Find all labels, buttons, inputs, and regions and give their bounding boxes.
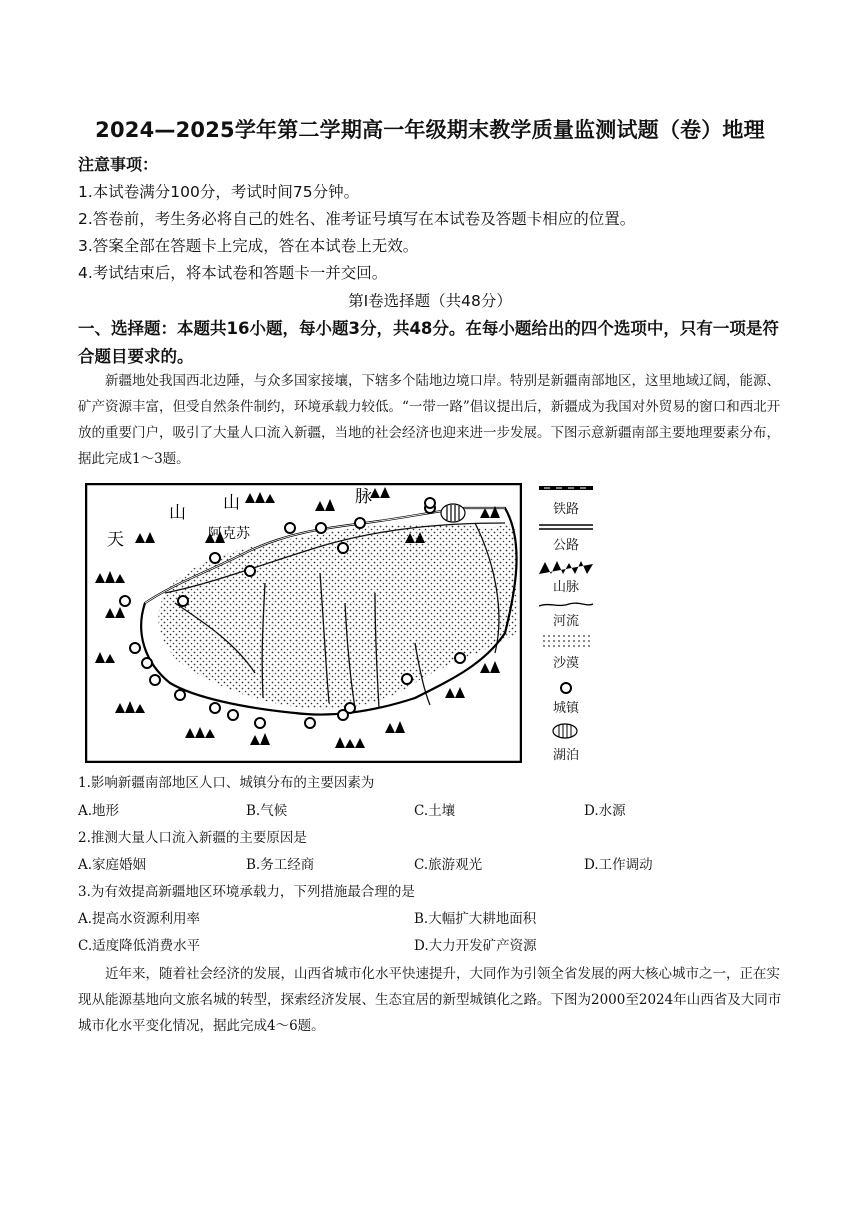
town-marker: [228, 710, 238, 720]
desert-symbol: [542, 634, 590, 650]
option[interactable]: A.提高水资源利用率: [78, 911, 201, 927]
notice-heading: 注意事项：: [78, 155, 159, 174]
option[interactable]: D.水源: [584, 803, 626, 819]
legend-label: 城镇: [552, 701, 579, 716]
town-marker: [285, 523, 295, 533]
map-label-tian: 天: [107, 530, 124, 550]
xinjiang-map: [85, 483, 522, 763]
town-marker: [150, 675, 160, 685]
town-marker: [255, 718, 265, 728]
town-marker: [316, 523, 326, 533]
town-marker: [178, 596, 188, 606]
legend-label: 铁路: [552, 502, 579, 517]
town-marker: [338, 543, 348, 553]
town-marker: [210, 703, 220, 713]
town-marker: [402, 674, 412, 684]
map-label-shan: 山: [169, 503, 186, 523]
mountain-symbol: [539, 560, 593, 574]
river-symbol: [539, 600, 593, 610]
lake: [441, 504, 465, 522]
notice-item: 2.答卷前，考生务必将自己的姓名、准考证号填写在本试卷及答题卡相应的位置。: [78, 210, 636, 228]
option[interactable]: B.气候: [246, 803, 288, 819]
part-heading: 一、选择题：本题共16小题，每小题3分，共48分。在每小题给出的四个选项中，只有一项是符合题目要求的。: [78, 319, 779, 366]
legend-label: 河流: [552, 614, 579, 629]
section-title: 第Ⅰ卷选择题（共48分）: [348, 292, 512, 310]
town-marker: [425, 498, 435, 508]
road-symbol: [539, 522, 593, 532]
question-3-stem: 3.为有效提高新疆地区环境承载力，下列措施最合理的是: [78, 884, 415, 900]
option[interactable]: A.地形: [78, 803, 120, 819]
town-marker: [455, 653, 465, 663]
town-marker: [120, 596, 130, 606]
town-marker: [355, 518, 365, 528]
town-marker: [175, 690, 185, 700]
notice-item: 1.本试卷满分100分，考试时间75分钟。: [78, 183, 360, 201]
passage-1: 新疆地处我国西北边陲，与众多国家接壤，下辖多个陆地边境口岸。特别是新疆南部地区，这里地域辽阔，能源、矿产资源丰富，但受自然条件制约，环境承载力较低。“一带一路”倡议提出后，新疆成为我国对外贸易的窗口和西北开放的重要门户，吸引了大量人口流入新疆，当地的社会经济也迎来进一步发展。下图示意新疆南部主要地理要素分布，据此完成1～3题。: [78, 373, 781, 467]
notice-item: 3.答案全部在答题卡上完成，答在本试卷上无效。: [78, 237, 419, 255]
page-title: 2024—2025学年第二学期高一年级期末教学质量监测试题（卷）地理: [95, 118, 765, 142]
lake-symbol: [550, 722, 580, 740]
notice-item: 4.考试结束后，将本试卷和答题卡一并交回。: [78, 264, 388, 282]
town-marker: [142, 658, 152, 668]
passage-2: 近年来，随着社会经济的发展，山西省城市化水平快速提升，大同作为引领全省发展的两大核心城市之一，正在实现从能源基地向文旅名城的转型，探索经济发展、生态宜居的新型城镇化之路。下图为2000至2024年山西省及大同市城市化水平变化情况，据此完成4～6题。: [78, 966, 782, 1034]
town-marker: [210, 553, 220, 563]
option[interactable]: C.适度降低消费水平: [78, 938, 201, 954]
town-marker: [245, 566, 255, 576]
town-marker: [305, 718, 315, 728]
town-marker: [345, 703, 355, 713]
map-label-mai: 脉: [355, 487, 372, 507]
legend-label: 沙漠: [552, 656, 579, 671]
option[interactable]: B.大幅扩大耕地面积: [414, 911, 537, 927]
legend-label: 山脉: [552, 580, 579, 595]
town-symbol: [558, 680, 574, 696]
town-marker: [130, 643, 140, 653]
option[interactable]: B.务工经商: [246, 857, 315, 873]
map-label-aksu: 阿克苏: [208, 526, 250, 542]
option[interactable]: A.家庭婚姻: [78, 857, 147, 873]
option[interactable]: C.旅游观光: [414, 857, 483, 873]
legend-label: 湖泊: [552, 748, 579, 763]
legend-label: 公路: [552, 538, 579, 553]
question-1-stem: 1.影响新疆南部地区人口、城镇分布的主要因素为: [78, 775, 375, 791]
option[interactable]: D.大力开发矿产资源: [414, 938, 537, 954]
map-legend: [536, 484, 596, 764]
question-2-stem: 2.推测大量人口流入新疆的主要原因是: [78, 830, 307, 846]
option[interactable]: C.土壤: [414, 803, 456, 819]
option[interactable]: D.工作调动: [584, 857, 653, 873]
map-label-shan: 山: [223, 493, 240, 513]
railway-symbol: [539, 484, 593, 494]
